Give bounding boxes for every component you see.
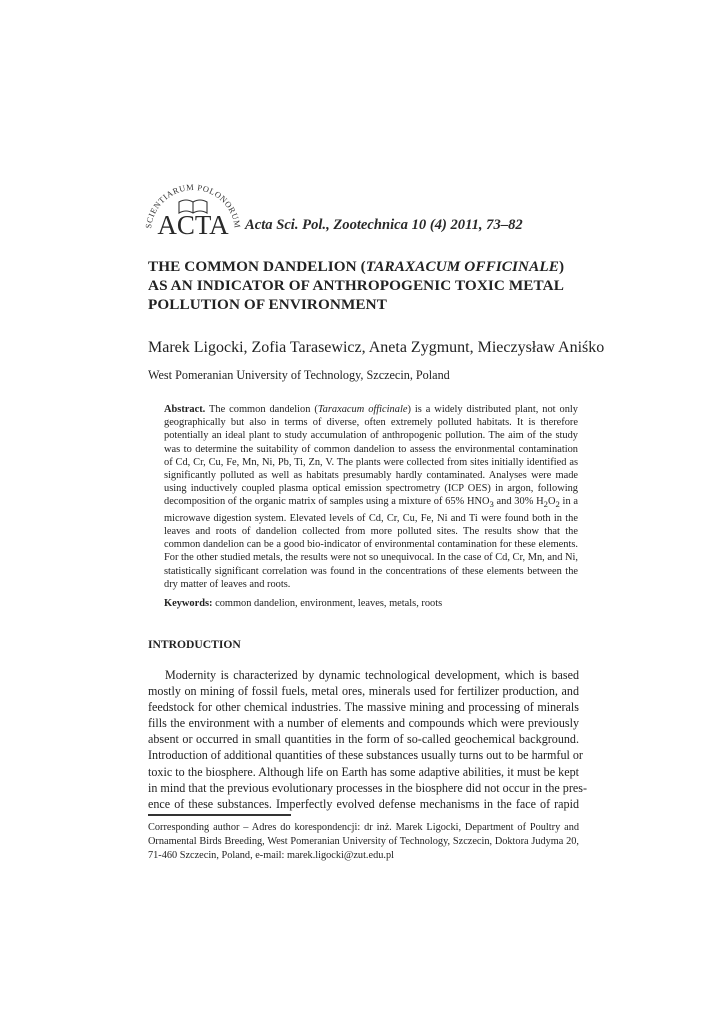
body-line: Introduction of additional quantities of these substances usually turns out to be harmful or [148,748,583,763]
affiliation: West Pomeranian University of Technology, Szczecin, Poland [148,368,450,382]
species-name: Taraxacum officinale [317,404,408,415]
acta-logo-graphic [141,168,245,240]
introduction-body [148,667,587,812]
acta-logo [141,168,245,240]
footnote-line: 71-460 Szczecin, Poland, e-mail: marek.ligocki@zut.edu.pl [148,850,394,861]
body-line: ence of these substances. Imperfectly evolved defense mechanisms in the face of rapid [148,796,579,811]
footnote-line: Corresponding author – Adres do korespondencji: dr inż. Marek Ligocki, Department of Poultry and [148,822,579,833]
abstract-label: Abstract. [164,404,206,415]
title-line-3: POLLUTION OF ENVIRONMENT [148,296,387,313]
author-list: Marek Ligocki, Zofia Tarasewicz, Aneta Zygmunt, Mieczysław Aniśko [148,339,605,356]
keywords-label: Keywords: [164,598,213,609]
section-heading-introduction: INTRODUCTION [148,638,241,651]
body-line: mostly on mining of fossil fuels, metal ores, minerals used for fertilizer production, and [148,684,579,699]
title-line-1: THE COMMON DANDELION (TARAXACUM OFFICINALE) [148,258,565,275]
body-line: feedstock for other chemical industries. The massive mining and processing of minerals [148,700,579,715]
logo-arc-text: SCIENTIARUM POLONORUM [144,182,242,229]
footnote-divider [148,814,291,816]
body-line: Modernity is characterized by dynamic technological development, which is based [165,668,579,682]
body-line: fills the environment with a number of elements and compounds which were previously [148,716,579,731]
logo-word: ACTA [157,210,229,240]
body-line: in mind that the previous evolutionary processes in the biosphere did not occur in the pres- [148,780,587,795]
article-title [148,257,588,314]
abstract: Abstract. The common dandelion (Taraxacum officinale) is a widely distributed plant, not only geographically but also in terms of diverse, often extremely polluted habitats. It is therefore potentially an ideal plant to study accumulation of anthropogenic pollution. The aim of the study was to determine the suitability of common dandelion to assess the environmental contamination of Cd, Cr, Cu, Fe, Mn, Ni, Pb, Ti, Zn, V. The plants were collected from sites initially identified as significantly polluted as well as habitats presumably hardly contaminated. Analyses were made using inductively coupled plasma optical emission spectrometry (ICP OES) in argon, following decomposition of the organic matrix of samples using a mixture of 65% $HNO_3$ and 30% $H_2O_2$ in a microwave digestion system. Elevated levels of Cd, Cr, Cu, Fe, Ni and Ti were found both in the leaves and roots of dandelion collected from more polluted sites. The results show that the common dandelion can be a good bio-indicator of environmental contamination for these elements. For the other studied metals, the results were not so unequivocal. In the case of Cd, Cr, Mn, and Ni, statistically significant correlation was found in the concentrations of these elements between the dry matter of leaves and roots. [164,404,578,590]
body-line: absent or occurred in small quantities in the form of so-called geochemical background. [148,732,579,747]
journal-reference: Acta Sci. Pol., Zootechnica 10 (4) 2011, 73–82 [245,217,523,233]
body-line: toxic to the biosphere. Although life on Earth has some adaptive abilities, it must be kept [148,764,579,779]
keywords: Keywords: common dandelion, environment, leaves, metals, roots [164,598,443,609]
title-line-2: AS AN INDICATOR OF ANTHROPOGENIC TOXIC METAL [148,277,564,294]
footnote-line: Ornamental Birds Breeding, West Pomeranian University of Technology, Szczecin, Doktora Judyma 20, [148,836,579,847]
corresponding-author-footnote [148,821,579,863]
